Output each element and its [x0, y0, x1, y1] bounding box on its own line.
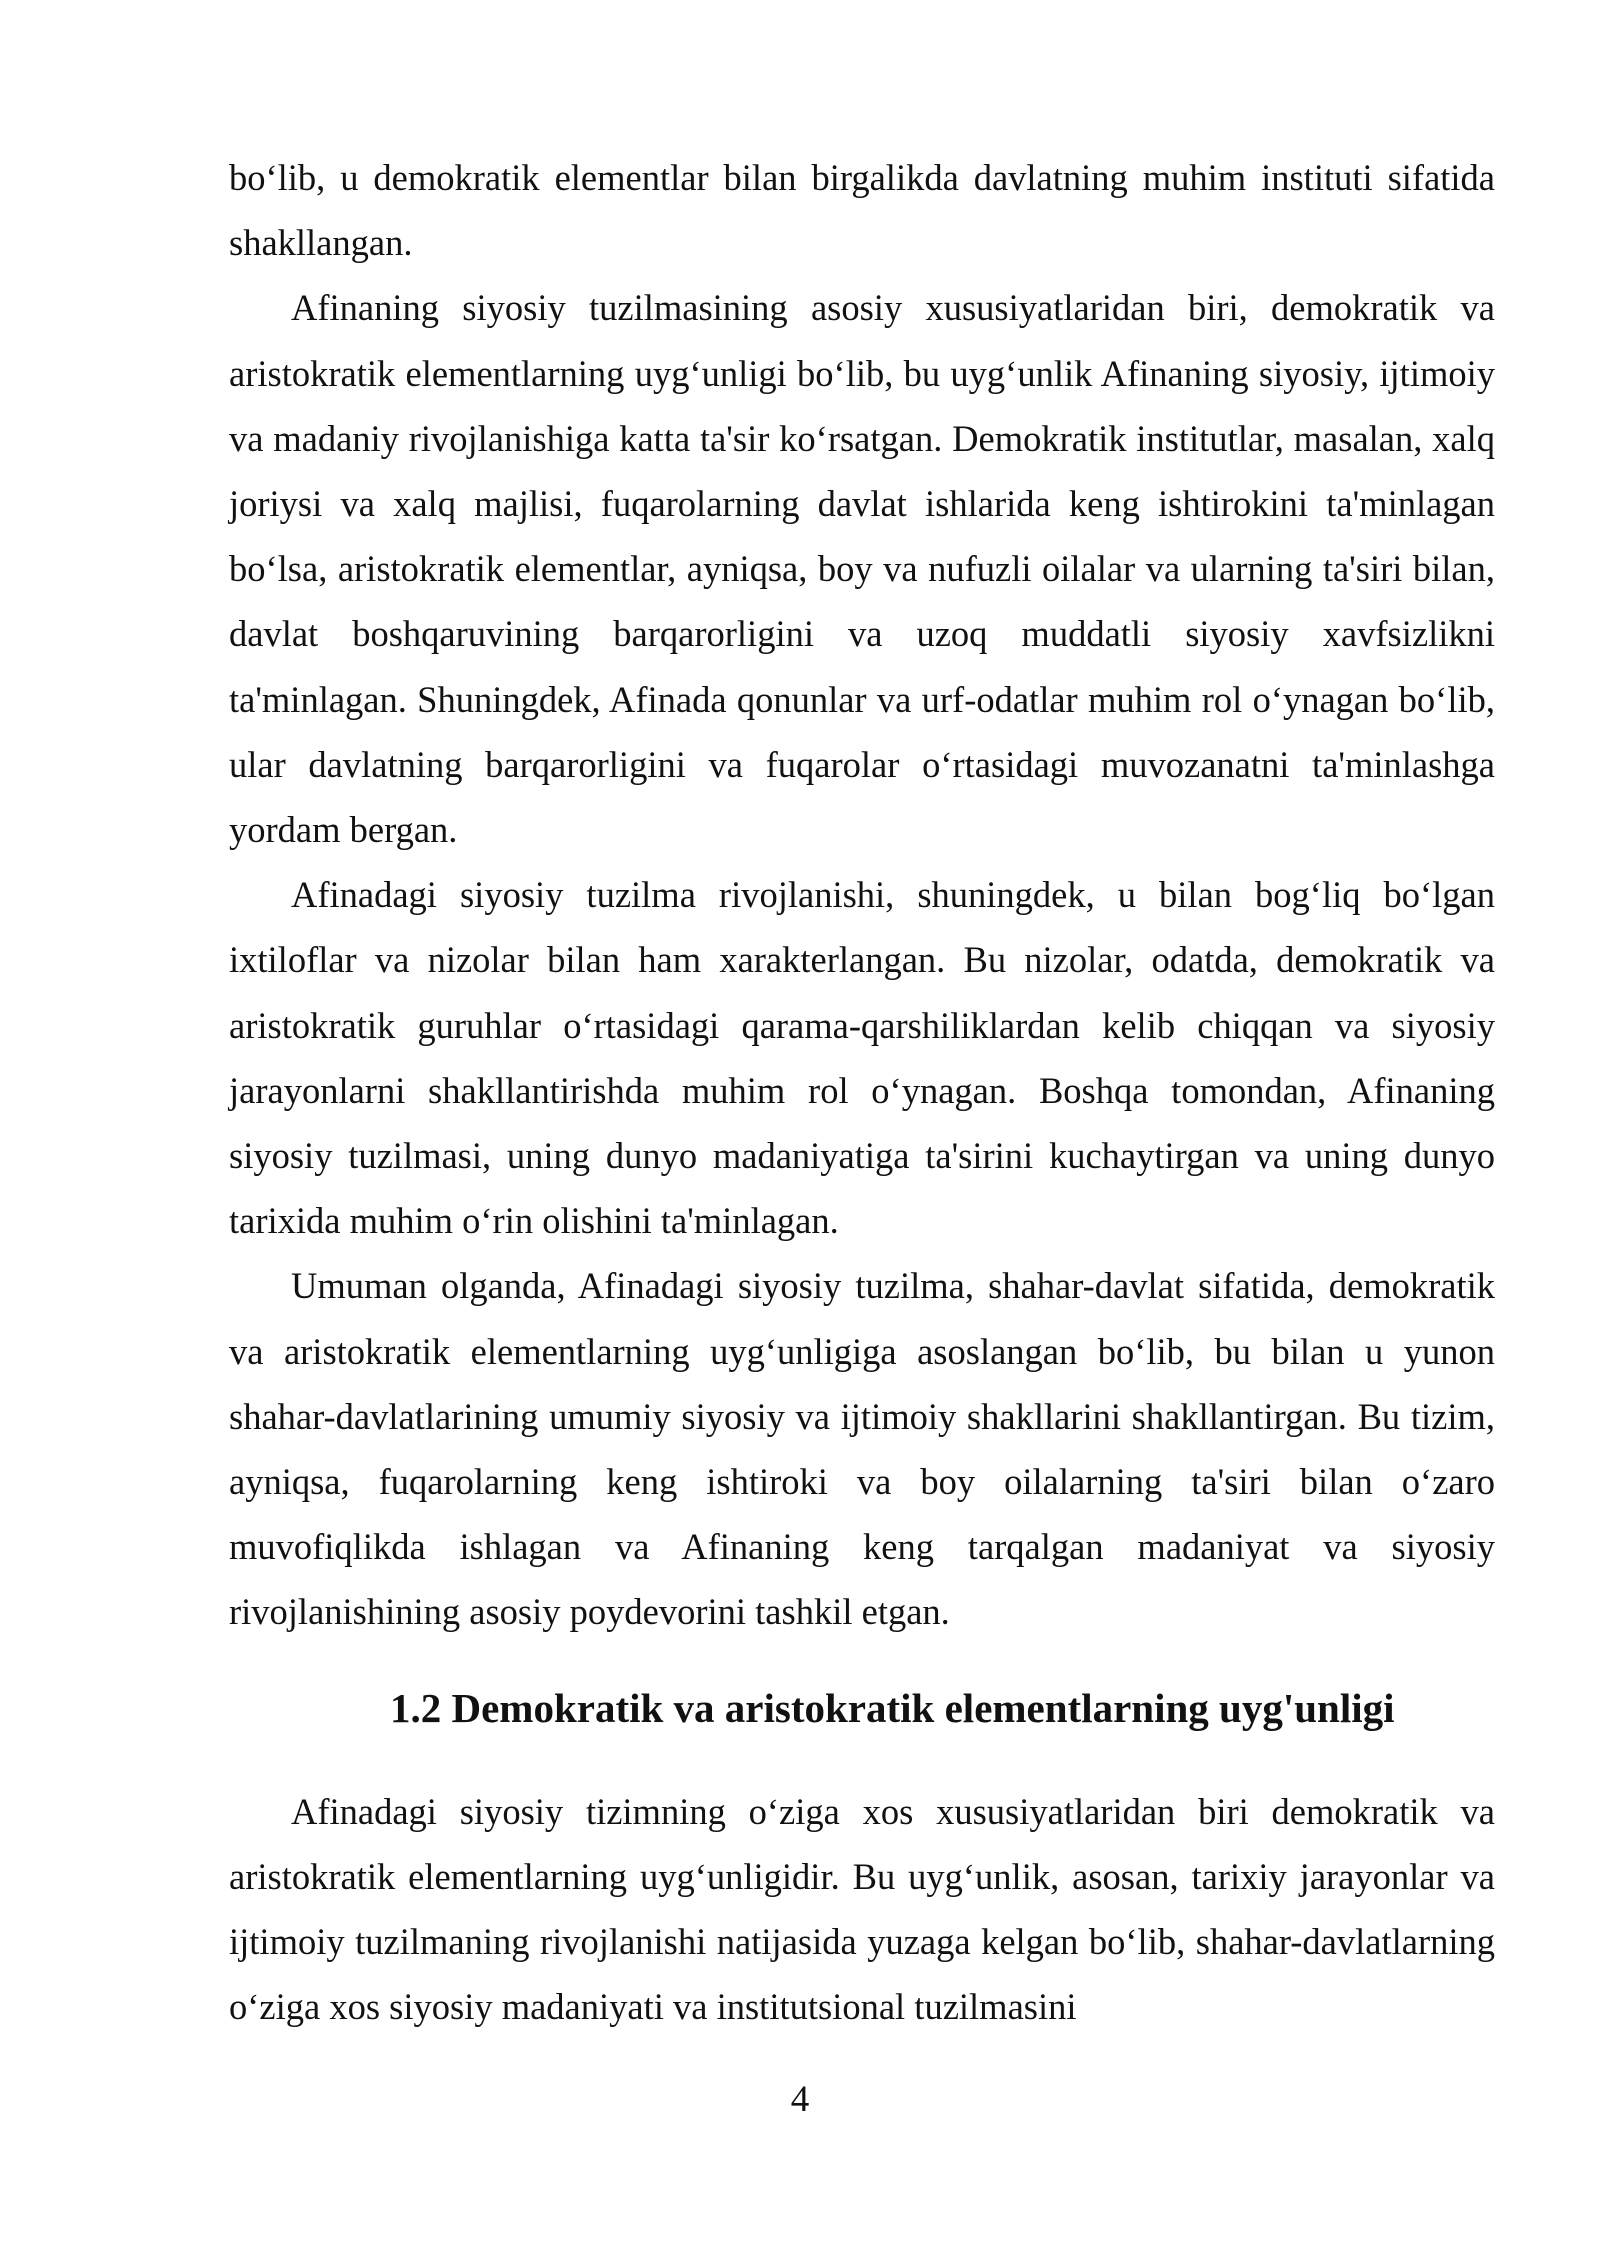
paragraph-continuation: bo‘lib, u demokratik elementlar bilan birgalikda davlatning muhim instituti sifatida shakllangan. [229, 157, 1495, 264]
paragraph-section-intro: Afinadagi siyosiy tizimning o‘ziga xos xususiyatlaridan biri demokratik va aristokratik elementlarning uyg‘unligidir. Bu uyg‘unlik, asosan, tarixiy jarayonlar va ijtimoiy tuzilmaning rivojlanishi natijasida yuzaga kelgan bo‘lib, shahar-davlatlarning o‘ziga xos siyosiy madaniyati va institutsional tuzilmasini [229, 1790, 1495, 2028]
section-heading: 1.2 Demokratik va aristokratik elementlarning uyg'unligi [390, 1684, 1395, 1731]
paragraph-afina-structure: Afinaning siyosiy tuzilmasining asosiy xususiyatlaridan biri, demokratik va aristokratik elementlarning uyg‘unligi bo‘lib, bu uyg‘unlik Afinaning siyosiy, ijtimoiy va madaniy rivojlanishiga katta ta'sir ko‘rsatgan. Demokratik institutlar, masalan, xalq joriysi va xalq majlisi, fuqarolarning davlat ishlarida keng ishtirokini ta'minlagan bo‘lsa, aristokratik elementlar, ayniqsa, boy va nufuzli oilalar va ularning ta'siri bilan, davlat boshqaruvining barqarorligini va uzoq muddatli siyosiy xavfsizlikni ta'minlagan. Shuningdek, Afinada qonunlar va urf-odatlar muhim rol o‘ynagan bo‘lib, ular davlatning barqarorligini va fuqarolar o‘rtasidagi muvozanatni ta'minlashga yordam bergan. [229, 287, 1495, 851]
paragraph-conflicts: Afinadagi siyosiy tuzilma rivojlanishi, shuningdek, u bilan bog‘liq bo‘lgan ixtiloflar va nizolar bilan ham xarakterlangan. Bu nizolar, odatda, demokratik va aristokratik guruhlar o‘rtasidagi qarama-qarshiliklardan kelib chiqqan va siyosiy jarayonlarni shakllantirishda muhim rol o‘ynagan. Boshqa tomondan, Afinaning siyosiy tuzilmasi, uning dunyo madaniyatiga ta'sirini kuchaytirgan va uning dunyo tarixida muhim o‘rin olishini ta'minlagan. [229, 874, 1495, 1242]
paragraph-summary: Umuman olganda, Afinadagi siyosiy tuzilma, shahar-davlat sifatida, demokratik va aristokratik elementlarning uyg‘unligiga asoslangan bo‘lib, bu bilan u yunon shahar-davlatlarining umumiy siyosiy va ijtimoiy shakllarini shakllantirgan. Bu tizim, ayniqsa, fuqarolarning keng ishtiroki va boy oilalarning ta'siri bilan o‘zaro muvofiqlikda ishlagan va Afinaning keng tarqalgan madaniyat va siyosiy rivojlanishining asosiy poydevorini tashkil etgan. [229, 1265, 1495, 1633]
page-body [229, 145, 1495, 2039]
page-number: 4 [790, 2079, 810, 2120]
